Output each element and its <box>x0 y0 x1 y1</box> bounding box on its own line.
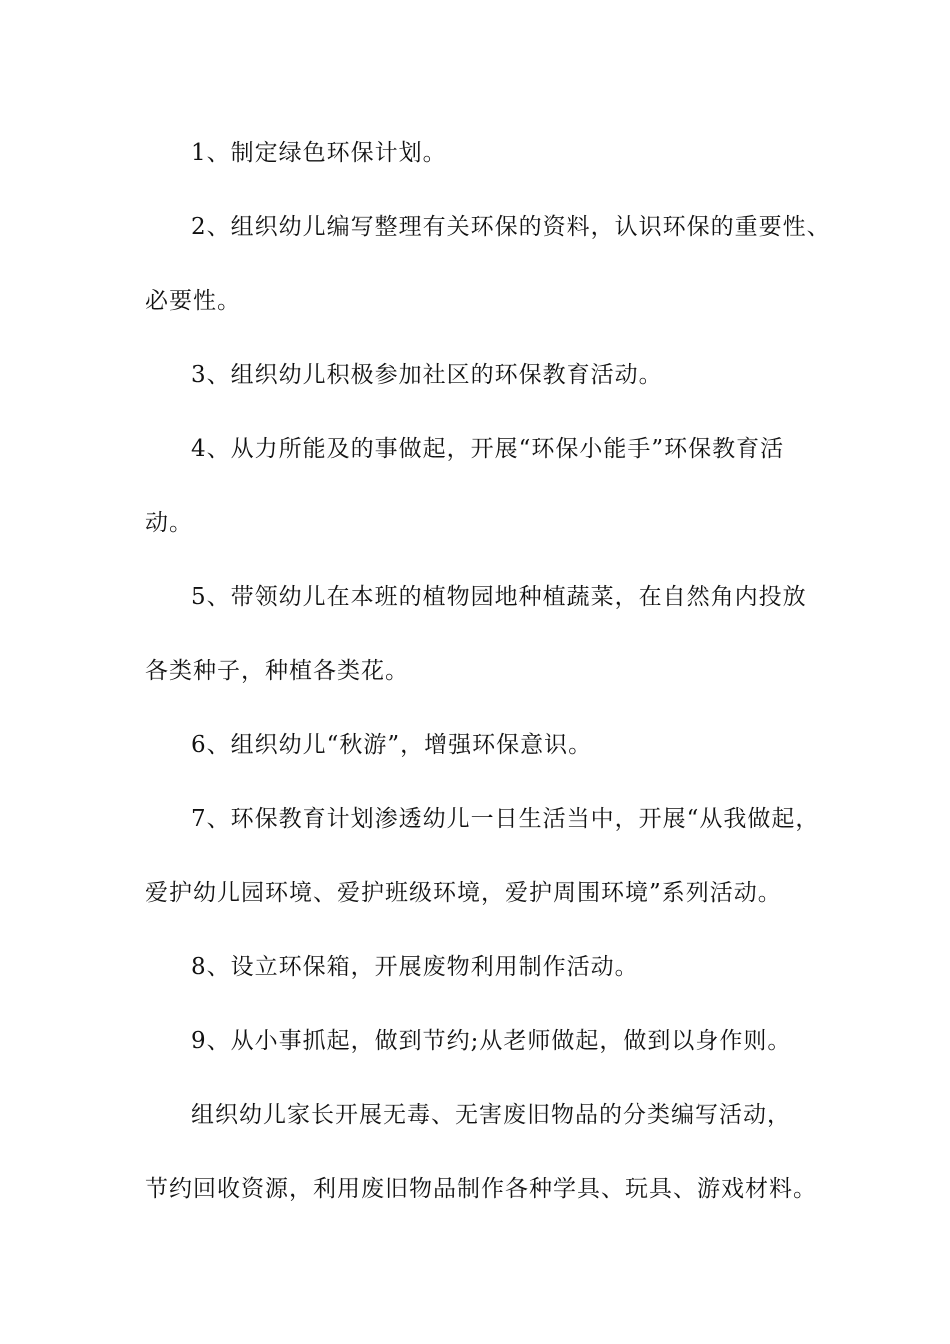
paragraph-line-13: 9、从小事抓起，做到节约;从老师做起，做到以身作则。 <box>191 1028 792 1054</box>
paragraph-line-9: 6、组织幼儿“秋游”，增强环保意识。 <box>191 732 593 758</box>
paragraph-line-1: 1、制定绿色环保计划。 <box>191 140 447 166</box>
paragraph-line-10: 7、环保教育计划渗透幼儿一日生活当中，开展“从我做起， <box>191 806 820 832</box>
paragraph-line-12: 8、设立环保箱，开展废物利用制作活动。 <box>191 954 639 980</box>
paragraph-line-3: 必要性。 <box>145 288 241 314</box>
paragraph-line-8: 各类种子，种植各类花。 <box>145 658 409 684</box>
paragraph-line-5: 4、从力所能及的事做起，开展“环保小能手”环保教育活 <box>191 436 785 462</box>
paragraph-line-6: 动。 <box>145 510 193 536</box>
document-body <box>145 130 831 1240</box>
paragraph-line-14: 组织幼儿家长开展无毒、无害废旧物品的分类编写活动， <box>191 1102 791 1128</box>
paragraph-line-4: 3、组织幼儿积极参加社区的环保教育活动。 <box>191 362 663 388</box>
paragraph-line-7: 5、带领幼儿在本班的植物园地种植蔬菜，在自然角内投放 <box>191 584 807 610</box>
paragraph-line-11: 爱护幼儿园环境、爱护班级环境，爱护周围环境”系列活动。 <box>145 880 782 906</box>
paragraph-line-15: 节约回收资源，利用废旧物品制作各种学具、玩具、游戏材料。 <box>145 1176 817 1202</box>
paragraph-line-2: 2、组织幼儿编写整理有关环保的资料，认识环保的重要性、 <box>191 214 831 240</box>
